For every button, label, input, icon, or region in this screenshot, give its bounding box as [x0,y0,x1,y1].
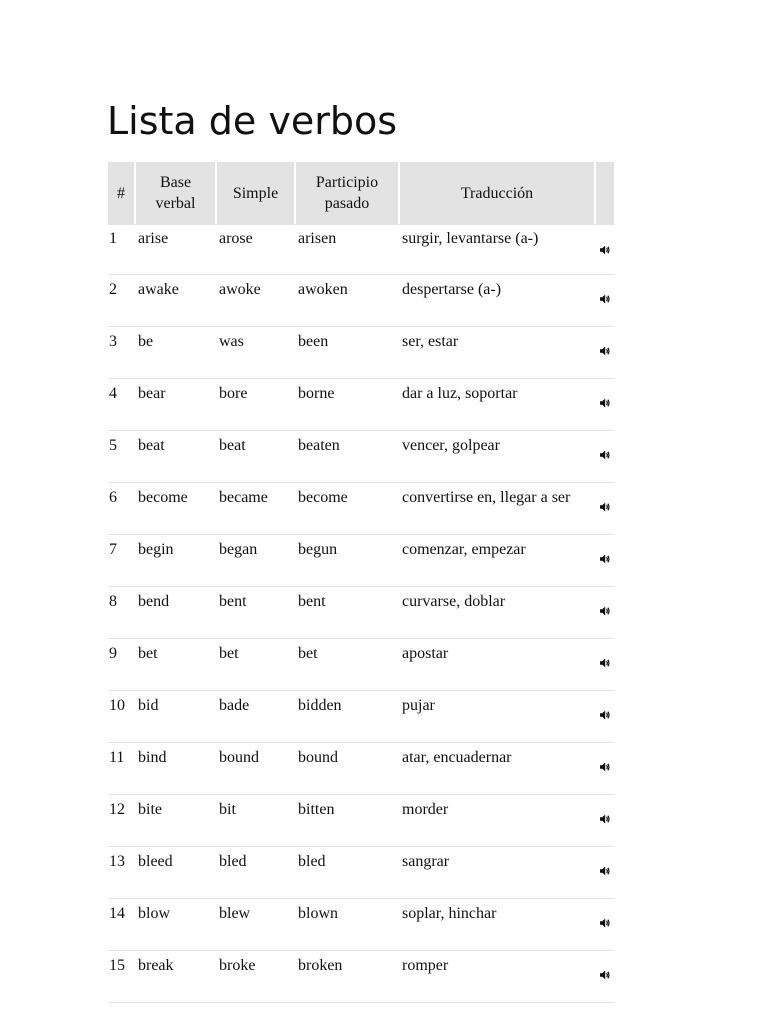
past-participle-cell: awoken [296,275,400,327]
audio-cell [596,379,614,431]
simple-past-cell: blew [217,899,296,951]
speaker-icon[interactable] [599,605,611,617]
row-number: 14 [108,899,136,951]
base-verb-cell: bite [136,795,217,847]
audio-cell [596,483,614,535]
simple-past-cell: bent [217,587,296,639]
translation-cell: pujar [400,691,596,743]
audio-cell [596,431,614,483]
audio-cell [596,587,614,639]
base-verb-cell: beat [136,431,217,483]
table-row [108,691,614,743]
base-verb-cell: blow [136,899,217,951]
past-participle-cell: borne [296,379,400,431]
header-participle [296,162,400,225]
base-verb-cell: begin [136,535,217,587]
base-verb-cell: arise [136,225,217,275]
table-row [108,327,614,379]
audio-cell [596,899,614,951]
simple-past-cell: arose [217,225,296,275]
simple-past-cell: bet [217,639,296,691]
past-participle-cell: bled [296,847,400,899]
header-base-line1: Base [159,174,192,191]
table-row [108,639,614,691]
speaker-icon[interactable] [599,449,611,461]
audio-cell [596,327,614,379]
row-number: 3 [108,327,136,379]
header-audio [596,162,614,225]
row-number: 13 [108,847,136,899]
speaker-icon[interactable] [599,813,611,825]
audio-cell [596,225,614,275]
simple-past-cell: beat [217,431,296,483]
translation-cell: despertarse (a-) [400,275,596,327]
translation-cell: comenzar, empezar [400,535,596,587]
simple-past-cell: bade [217,691,296,743]
past-participle-cell: bound [296,743,400,795]
translation-cell: convertirse en, llegar a ser [400,483,596,535]
past-participle-cell: arisen [296,225,400,275]
simple-past-cell: bit [217,795,296,847]
page-title: Lista de verbos [107,99,398,143]
translation-cell: morder [400,795,596,847]
audio-cell [596,951,614,1003]
base-verb-cell: become [136,483,217,535]
translation-cell: curvarse, doblar [400,587,596,639]
translation-cell: dar a luz, soportar [400,379,596,431]
simple-past-cell: awoke [217,275,296,327]
speaker-icon[interactable] [599,501,611,513]
row-number: 1 [108,225,136,275]
header-simple: Simple [217,162,296,225]
header-participle-line1: Participio [315,174,379,191]
past-participle-cell: broken [296,951,400,1003]
speaker-icon[interactable] [599,761,611,773]
verb-table [108,162,614,1003]
simple-past-cell: broke [217,951,296,1003]
simple-past-cell: bound [217,743,296,795]
row-number: 12 [108,795,136,847]
speaker-icon[interactable] [599,709,611,721]
past-participle-cell: bidden [296,691,400,743]
row-number: 11 [108,743,136,795]
table-row [108,379,614,431]
base-verb-cell: bend [136,587,217,639]
table-row [108,225,614,275]
speaker-icon[interactable] [599,865,611,877]
translation-cell: soplar, hinchar [400,899,596,951]
table-row [108,795,614,847]
speaker-icon[interactable] [599,969,611,981]
translation-cell: atar, encuadernar [400,743,596,795]
row-number: 5 [108,431,136,483]
translation-cell: romper [400,951,596,1003]
simple-past-cell: was [217,327,296,379]
header-num: # [108,162,136,225]
audio-cell [596,847,614,899]
table-row [108,275,614,327]
header-participle-line2: pasado [324,195,370,212]
table-row [108,743,614,795]
base-verb-cell: bid [136,691,217,743]
speaker-icon[interactable] [599,345,611,357]
row-number: 10 [108,691,136,743]
table-row [108,483,614,535]
table-row [108,951,614,1003]
table-header [108,162,614,225]
table-row [108,431,614,483]
base-verb-cell: awake [136,275,217,327]
row-number: 9 [108,639,136,691]
base-verb-cell: bind [136,743,217,795]
translation-cell: surgir, levantarse (a-) [400,225,596,275]
header-base-line2: verbal [155,195,196,212]
speaker-icon[interactable] [599,397,611,409]
past-participle-cell: begun [296,535,400,587]
past-participle-cell: bent [296,587,400,639]
speaker-icon[interactable] [599,917,611,929]
past-participle-cell: bitten [296,795,400,847]
table-row [108,535,614,587]
audio-cell [596,639,614,691]
row-number: 2 [108,275,136,327]
audio-cell [596,795,614,847]
past-participle-cell: bet [296,639,400,691]
simple-past-cell: became [217,483,296,535]
past-participle-cell: been [296,327,400,379]
past-participle-cell: blown [296,899,400,951]
row-number: 8 [108,587,136,639]
row-number: 7 [108,535,136,587]
header-base-verb [136,162,217,225]
simple-past-cell: began [217,535,296,587]
header-row [108,162,614,225]
table-row [108,847,614,899]
past-participle-cell: beaten [296,431,400,483]
speaker-icon[interactable] [599,553,611,565]
table-body [108,225,614,1003]
simple-past-cell: bore [217,379,296,431]
base-verb-cell: bleed [136,847,217,899]
speaker-icon[interactable] [599,244,611,256]
base-verb-cell: bet [136,639,217,691]
row-number: 15 [108,951,136,1003]
speaker-icon[interactable] [599,657,611,669]
audio-cell [596,691,614,743]
audio-cell [596,535,614,587]
translation-cell: sangrar [400,847,596,899]
row-number: 6 [108,483,136,535]
simple-past-cell: bled [217,847,296,899]
row-number: 4 [108,379,136,431]
table-row [108,899,614,951]
header-translation: Traducción [400,162,596,225]
speaker-icon[interactable] [599,293,611,305]
translation-cell: vencer, golpear [400,431,596,483]
table-row [108,587,614,639]
audio-cell [596,275,614,327]
audio-cell [596,743,614,795]
translation-cell: ser, estar [400,327,596,379]
base-verb-cell: break [136,951,217,1003]
base-verb-cell: be [136,327,217,379]
base-verb-cell: bear [136,379,217,431]
translation-cell: apostar [400,639,596,691]
past-participle-cell: become [296,483,400,535]
